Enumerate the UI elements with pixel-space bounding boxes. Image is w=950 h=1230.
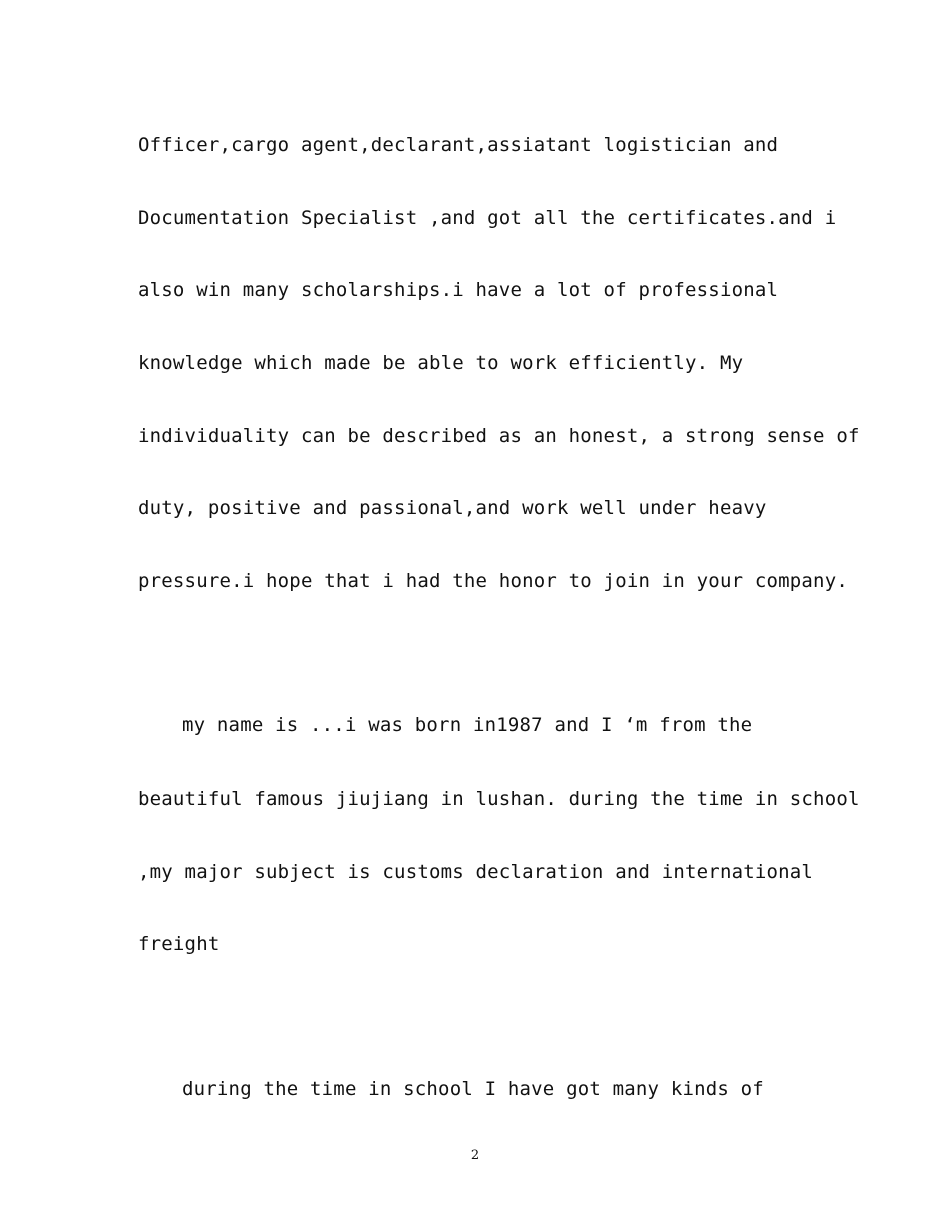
text-line: Documentation Specialist ,and got all the certificates.and i	[138, 207, 837, 229]
text-line: freight	[138, 933, 220, 955]
text-line: also win many scholarships.i have a lot of professional	[138, 279, 779, 301]
page-number: 2	[470, 1148, 480, 1163]
text-line: beautiful famous jiujiang in lushan. during the time in school	[138, 788, 860, 810]
text-line: pressure.i hope that i had the honor to join in your company.	[138, 570, 848, 592]
text-line: Officer,cargo agent,declarant,assiatant logistician and	[138, 134, 779, 156]
text-line: my name is ...i was born in1987 and I ‘m from the	[182, 714, 753, 736]
text-line: individuality can be described as an honest, a strong sense of	[138, 425, 860, 447]
text-line: during the time in school I have got many kinds of	[182, 1078, 764, 1100]
text-line: knowledge which made be able to work efficiently. My	[138, 352, 744, 374]
text-line: duty, positive and passional,and work well under heavy	[138, 497, 767, 519]
text-line: ,my major subject is customs declaration and international	[138, 861, 814, 883]
